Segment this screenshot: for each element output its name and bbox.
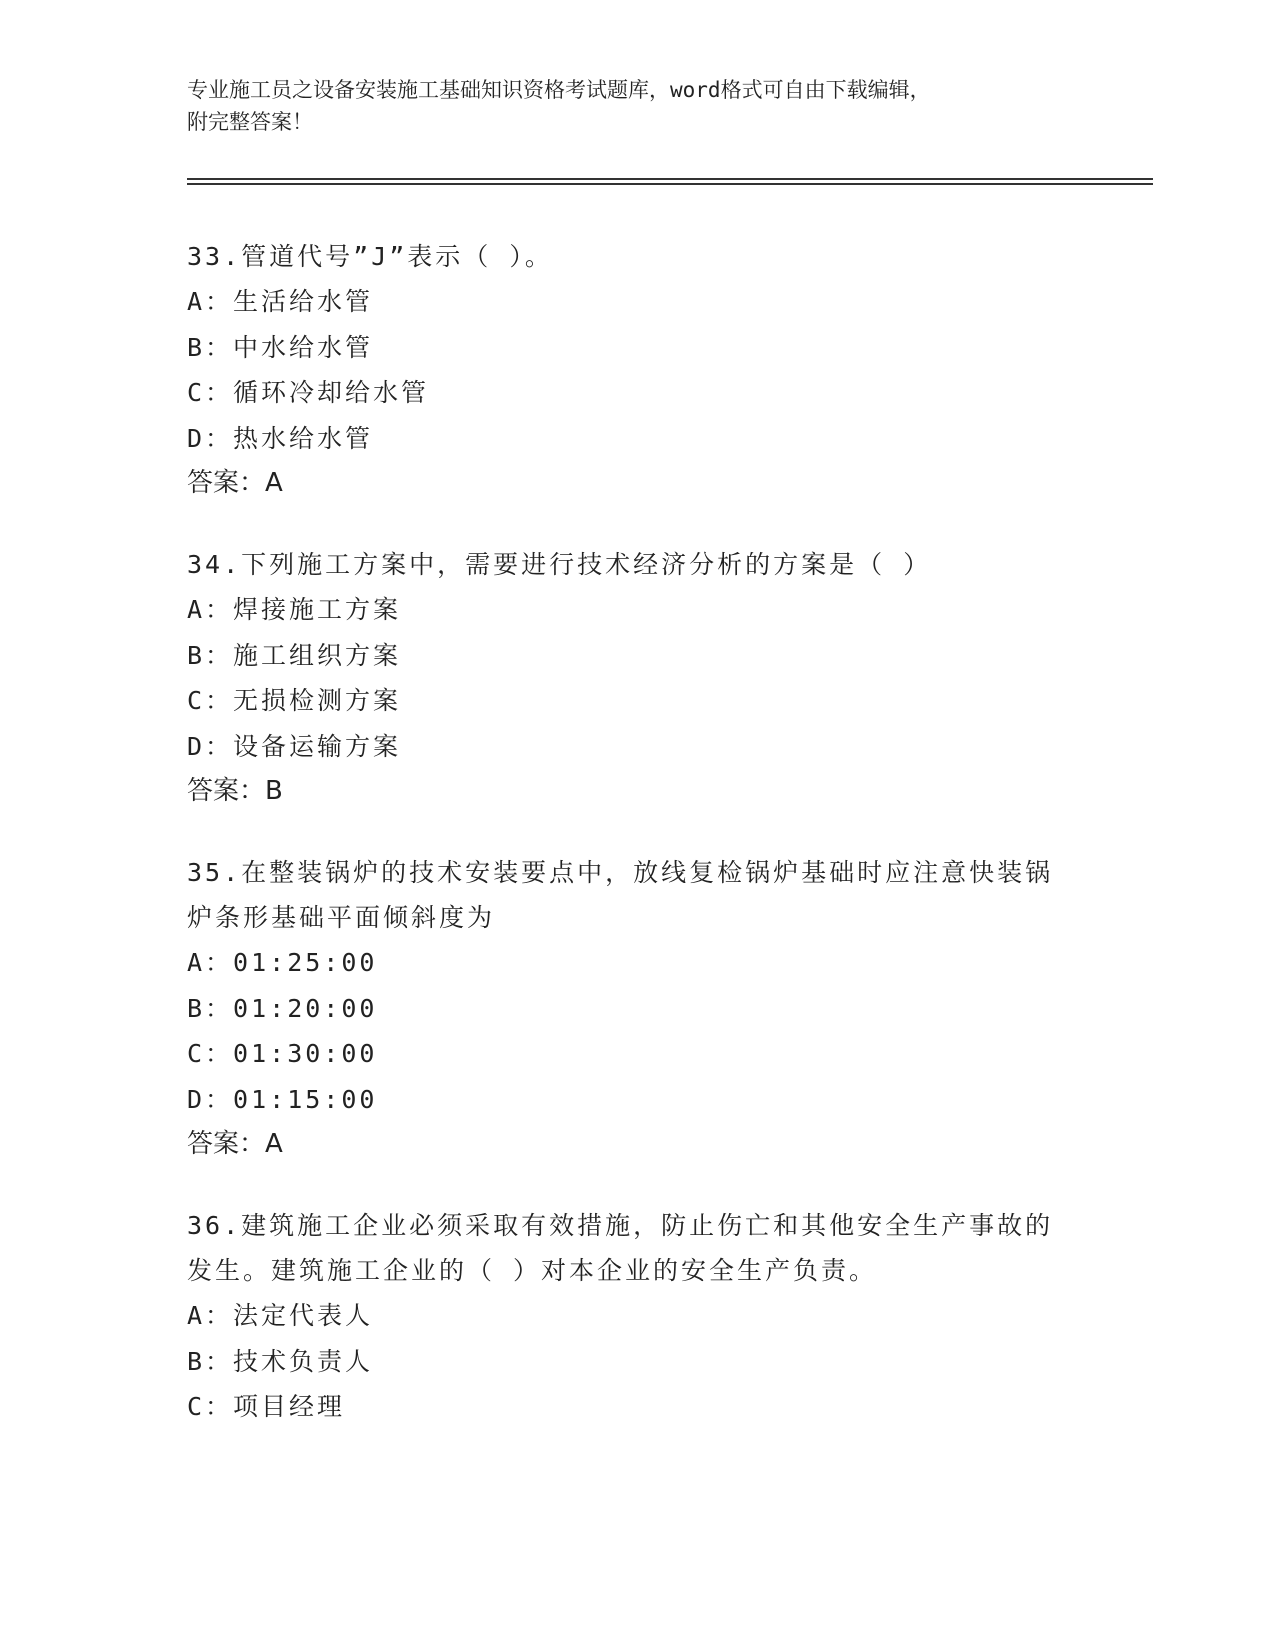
option-a: A：生活给水管 [187, 287, 374, 316]
option-b: B：01:20:00 [187, 993, 378, 1023]
question-stem: 34.下列施工方案中，需要进行技术经济分析的方案是（ ） [187, 550, 932, 579]
option-c: C：无损检测方案 [187, 686, 402, 715]
option-a: A：01:25:00 [187, 948, 378, 977]
document-header [187, 74, 1087, 138]
answer-line: 答案：B [187, 776, 283, 806]
header-divider-top [187, 178, 1153, 180]
question-stem: 33.管道代号”J”表示（ ）。 [187, 242, 553, 271]
option-c: C：01:30:00 [187, 1039, 378, 1068]
option-a: A：法定代表人 [187, 1301, 374, 1330]
header-line-2: 附完整答案！ [187, 110, 313, 134]
header-divider-bottom [187, 183, 1153, 185]
option-b: B：中水给水管 [187, 332, 374, 362]
question-stem-line-2: 发生。建筑施工企业的（ ）对本企业的安全生产负责。 [187, 1256, 878, 1285]
question-34 [187, 542, 1087, 814]
option-c: C：循环冷却给水管 [187, 378, 430, 407]
option-d: D：热水给水管 [187, 423, 374, 453]
answer-line: 答案：A [187, 468, 283, 498]
option-b: B：技术负责人 [187, 1346, 374, 1376]
question-stem-line-2: 炉条形基础平面倾斜度为 [187, 903, 496, 932]
option-d: D：设备运输方案 [187, 731, 402, 761]
option-d: D：01:15:00 [187, 1084, 378, 1114]
question-stem-line-1: 35.在整装锅炉的技术安装要点中，放线复检锅炉基础时应注意快装锅 [187, 858, 1054, 887]
question-list [187, 234, 1087, 1466]
question-35 [187, 850, 1087, 1167]
question-36 [187, 1203, 1087, 1430]
header-line-1: 专业施工员之设备安装施工基础知识资格考试题库，word格式可自由下载编辑， [187, 78, 931, 102]
question-stem-line-1: 36.建筑施工企业必须采取有效措施，防止伤亡和其他安全生产事故的 [187, 1211, 1054, 1240]
option-a: A：焊接施工方案 [187, 595, 402, 624]
option-b: B：施工组织方案 [187, 640, 402, 670]
answer-line: 答案：A [187, 1129, 283, 1159]
option-c: C：项目经理 [187, 1392, 346, 1421]
question-33 [187, 234, 1087, 506]
